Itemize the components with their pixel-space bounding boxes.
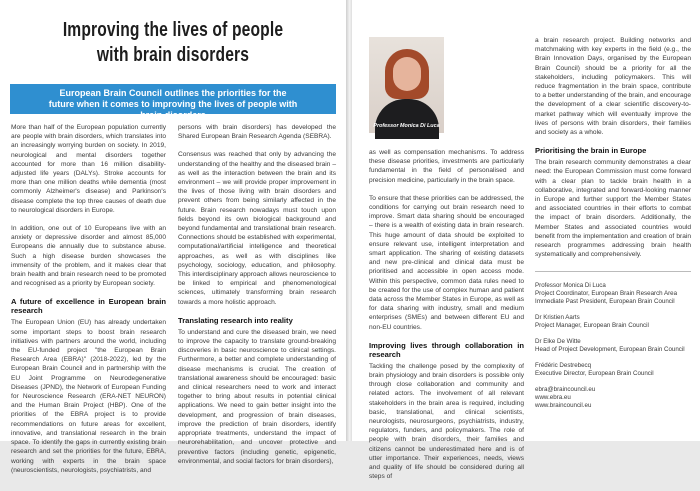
paragraph: The European Union (EU) has already undertaken some important steps to boost brain research initiatives with partners around the world, including the EU-funded project "the European Brain Research Area (EBRA)" (2018-2022), led by the European Brain Council and in partnership with the EU Joint Programme on Neurodegenerative Diseases (JPND), the Network of European Funding for Neuroscience Research (ERA-NET NEURON) and the Human Brain Project (HBP). One of the priorities of the EBRA project is to provide recommendations on future areas for excellent, innovative, and translational research in the brain space. To identify the gaps in currently existing brain research and set the priorities for the future, EBRA, working with experts in the brain space (neuroscientists, neurologists, psychiatrists, and <box>11 319 166 474</box>
right-page <box>352 0 700 481</box>
title-line-1: Improving the lives of people <box>62 19 284 41</box>
column-1 <box>11 123 166 484</box>
paragraph: To ensure that these priorities can be addressed, the conditions for carrying out brain research need to improve. Smart data sharing should be encouraged – there is a wealth of existing data in brain research. This huge amount of data should be exploited to ensure relevant use, intelligent interpretation and smart application. The sharing of existing datasets and new pre-clinical and clinical data must be prioritised and accessible in open access mode. Within this perspective, common data rules need to be created for the use of complex human and patient data across the Member States in Europe, as well as for data sharing with industry, small and medium enterprises (SMEs) and between different EU and non-EU countries. <box>369 194 524 331</box>
signature-block <box>535 338 691 354</box>
signature-role: Project Coordinator, European Brain Research Area <box>535 290 678 298</box>
paragraph: a brain research project. Building networks and matchmaking with key experts in the field (e.g., the Brain Innovation Days, organised by the European Brain Council) should be a priority for all the stakeholders, including policymakers. This will reduce fragmentation in the brain space, contribute to a better understanding of the brain, and encourage the development of a clear scientific discovery-to-market pathway which will eventually improve the lives of persons with brain disorders, their families and society as a whole. <box>535 37 691 137</box>
photo-body <box>375 99 439 139</box>
photo-face <box>393 57 421 91</box>
title-line-2: with brain disorders <box>96 44 250 66</box>
signature-role: Head of Project Development, European Brain Council <box>535 346 685 354</box>
paragraph: In addition, one out of 10 Europeans live with an anxiety or depressive disorder and almost 85,000 Europeans die annually due to substance abuse. Such a high disease burden showcases the immensity of the problem, and it makes clear that brain health and brain research need to be promoted and recognised as a priority by European society. <box>11 225 166 288</box>
section-heading: Translating research into reality <box>178 315 293 325</box>
photo-caption: Professor Monica Di Luca <box>373 123 440 129</box>
section-heading: Prioritising the brain in Europe <box>535 146 647 156</box>
author-photo <box>369 37 444 133</box>
signature-name: Dr Elke De Witte <box>535 338 581 346</box>
paragraph: as well as compensation mechanisms. To address these disease priorities, investments are particularly fundamental in the field of personalised and precision medicine, particularly in the brain space. <box>369 149 524 184</box>
contact-block <box>535 386 691 410</box>
paragraph: Consensus was reached that only by advancing the understanding of the healthy and the diseased brain – as well as the interaction between the brain and its environment – we will provide proper improvement in the lives of those living with brain disorders and prevent others from being similarly affected in the future. Brain research nowadays must touch upon fields beyond its own biological background and beyond fundamental and translational brain research. Connections should be established with experimental, computational/artificial intelligence and theoretical approaches, as well as with disciplines like psychology, sociology, education, and philosophy. This interdisciplinary approach allows neuroscience to be linked to empirical and phenomenological sciences, ultimately transforming brain research towards a more holistic approach. <box>178 151 336 306</box>
standfirst-banner <box>10 84 336 120</box>
signature-role: Project Manager, European Brain Council <box>535 322 649 330</box>
left-page <box>0 0 346 474</box>
paragraph: persons with brain disorders) has developed the Shared European Brain Research Agenda (SEBRA). <box>178 124 336 141</box>
contact-email[interactable]: ebra@braincouncil.eu <box>535 386 596 394</box>
signature-block <box>535 314 691 330</box>
paragraph: The brain research community demonstrates a clear need: the European Commission must come forward with a clear plan to tackle brain health in a collaborative, integrated and forward-looking manner in Europe and further support the Member States and associated countries in their efforts to combat the impact of brain disorders. Additionally, the Member States and associated countries would benefit from the implementation and creation of brain research programmes addressing brain health systematically and comprehensively. <box>535 159 691 259</box>
standfirst-text: European Brain Council outlines the priorities for the future when it comes to improving the lives of people with brain disorders <box>48 88 298 120</box>
section-heading: Improving lives through collaboration in research <box>369 340 524 359</box>
contact-website[interactable]: www.braincouncil.eu <box>535 402 592 410</box>
paragraph: Tackling the challenge posed by the complexity of brain physiology and brain disorders is possible only through close collaboration and community and related actors. The involvement of all relevant stakeholders in the brain area is required, including basic, translational, and clinical scientists, neurologists, neurosurgeons, psychiatrists, industry, regulators, funders, and policymakers. The role of people with brain disorders, their families and citizens cannot be underestimated here and is of utter importance. Their experiences, needs, views and quality of life should be considered during all steps of <box>369 362 524 481</box>
signature-role: Immediate Past President, European Brain Council <box>535 298 675 306</box>
paragraph: To understand and cure the diseased brain, we need to improve the capacity to translate ground-breaking discoveries in basic neuroscience to clinical settings. Furthermore, a better and complete understanding of disease mechanisms is crucial. The creation of translational awareness should be encouraged: basic and clinical researchers need to work and interact together to bring about results in potential clinical applications. We need to gain better insight into the development, and progression of brain diseases, improve the prediction of brain disorders, identify appropriate treatments, understand the impact of neurorehabilitation, and uncover protective and preventive factors (including genetic, epigenetic, environmental, and social factors for brain disorders), <box>178 328 336 465</box>
paragraph: More than half of the European population currently are people with brain disorders, which translates into an increasingly worrying burden on society. In 2019, neurological and mental disorders together accounted for more than 16 million disability-adjusted life years (DALYs). Stroke accounts for more than one million deaths while dementia (most commonly Alzheimer's disease) and Parkinson's disease complete the top three causes of death due to neurological disorders in Europe. <box>11 124 166 214</box>
column-4 <box>535 36 691 410</box>
section-heading: A future of excellence in European brain research <box>11 297 166 316</box>
contact-website[interactable]: www.ebra.eu <box>535 394 571 402</box>
column-2 <box>178 123 336 475</box>
article-title <box>38 18 308 68</box>
signature-block <box>535 362 691 378</box>
divider <box>535 271 691 272</box>
signature-role: Executive Director, European Brain Council <box>535 370 654 378</box>
signature-block <box>535 282 691 306</box>
signature-name: Professor Monica Di Luca <box>535 282 606 290</box>
column-3 <box>369 148 524 491</box>
signature-name: Frédéric Destrebecq <box>535 362 592 370</box>
signature-name: Dr Kristien Aarts <box>535 314 580 322</box>
